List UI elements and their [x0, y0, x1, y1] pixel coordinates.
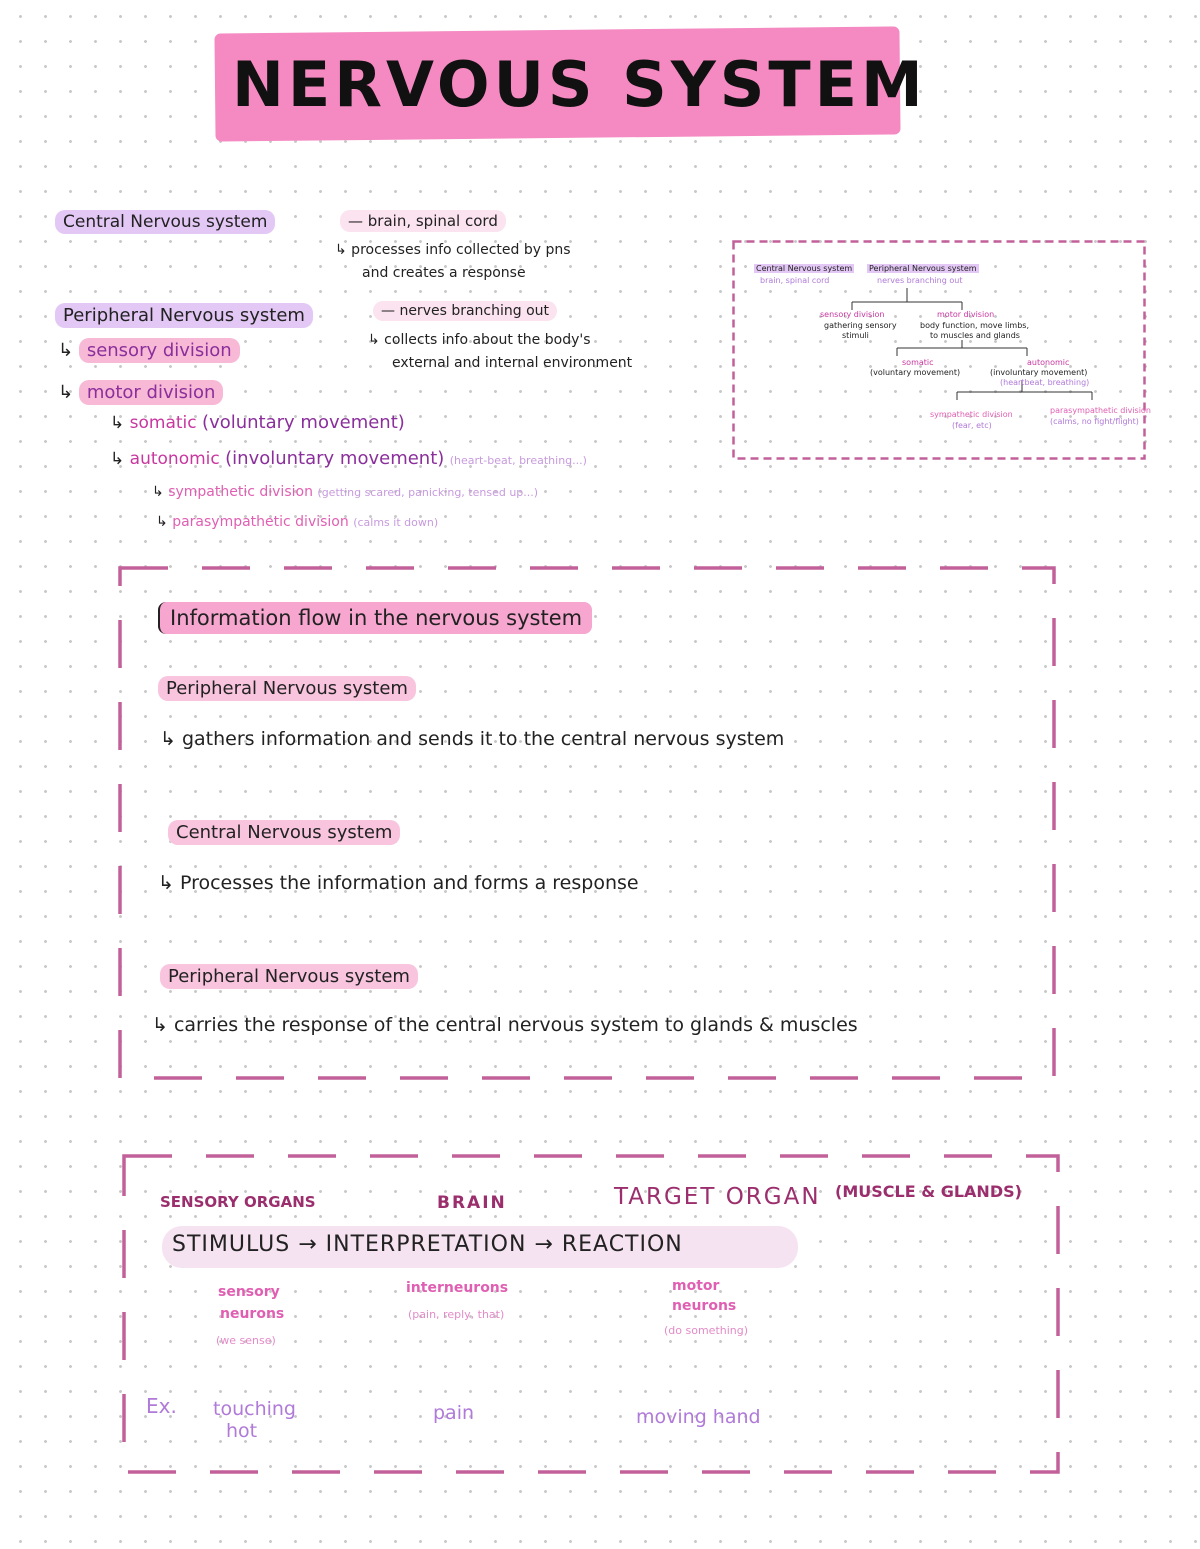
example-moving-hand: moving hand	[636, 1406, 761, 1428]
parasympathetic-item: ↳ parasympathetic division (calms it down)	[156, 514, 439, 530]
motor-neurons-line-1: motor	[672, 1278, 720, 1294]
branch-arrow-icon: ↳	[156, 514, 173, 530]
branch-arrow-icon: ↳	[58, 382, 79, 403]
diagram-parasympathetic: parasympathetic division	[1050, 406, 1151, 415]
diagram-motor-sub-2: to muscles and glands	[930, 331, 1020, 340]
diagram-motor: motor division	[937, 310, 995, 319]
target-organ-label: TARGET ORGAN	[614, 1184, 821, 1210]
diagram-cns-sub: brain, spinal cord	[760, 276, 830, 285]
somatic-item: ↳ somatic (voluntary movement)	[110, 412, 405, 433]
page-title: NERVOUS SYSTEM	[232, 48, 927, 121]
autonomic-item: ↳ autonomic (involuntary movement) (heart-beat, breathing...)	[110, 448, 587, 469]
info-flow-heading: Information flow in the nervous system	[158, 606, 592, 630]
diagram-sensory-sub-1: gathering sensory	[824, 321, 897, 330]
sensory-neurons-note: (we sense)	[216, 1334, 276, 1347]
interneurons-note: (pain, reply, that)	[408, 1308, 505, 1321]
diagram-sympathetic: sympathetic division	[930, 410, 1013, 419]
flow-cns-text: ↳ Processes the information and forms a response	[158, 872, 639, 894]
flow-cns-label: Central Nervous system	[168, 822, 400, 843]
flow-pns-1-text: ↳ gathers information and sends it to the central nervous system	[160, 728, 785, 750]
sensory-neurons-line-1: sensory	[218, 1284, 280, 1300]
motor-division-item: ↳ motor division	[58, 382, 223, 403]
diagram-autonomic-sub: (involuntary movement)	[990, 368, 1088, 377]
diagram-autonomic: autonomic	[1027, 358, 1070, 367]
branch-arrow-icon: ↳	[110, 449, 130, 469]
sensory-neurons-line-2: neurons	[220, 1306, 285, 1322]
diagram-sensory-sub-2: stimuli	[842, 331, 869, 340]
diagram-sensory: sensory division	[820, 310, 885, 319]
diagram-motor-sub-1: body function, move limbs,	[920, 321, 1030, 330]
sensory-organs-label: SENSORY ORGANS	[160, 1193, 316, 1211]
diagram-cns: Central Nervous system	[756, 264, 853, 273]
reaction-chain: STIMULUS → INTERPRETATION → REACTION	[172, 1232, 683, 1257]
diagram-pns-sub: nerves branching out	[877, 276, 963, 285]
example-label: Ex.	[146, 1394, 177, 1418]
diagram-somatic-sub: (voluntary movement)	[870, 368, 961, 377]
diagram-sympathetic-sub: (fear, etc)	[952, 421, 992, 430]
sensory-division-item: ↳ sensory division	[58, 340, 240, 361]
pns-label: Peripheral Nervous system	[55, 305, 313, 326]
branch-arrow-icon: ↳	[152, 484, 169, 500]
sympathetic-item: ↳ sympathetic division (getting scared, panicking, tensed up...)	[152, 484, 539, 500]
diagram-somatic: somatic	[902, 358, 934, 367]
pns-function-line-1: ↳ collects info about the body's	[368, 332, 591, 348]
flow-pns-1-label: Peripheral Nervous system	[158, 678, 416, 699]
motor-neurons-line-2: neurons	[672, 1298, 737, 1314]
pns-function-line-2: external and internal environment	[392, 355, 633, 371]
flow-pns-2-text: ↳ carries the response of the central nervous system to glands & muscles	[152, 1014, 858, 1036]
motor-neurons-note: (do something)	[664, 1324, 749, 1337]
target-organ-note: (MUSCLE & GLANDS)	[835, 1182, 1022, 1201]
cns-function-line-1: ↳ processes info collected by pns	[335, 242, 571, 258]
cns-label: Central Nervous system	[55, 212, 275, 232]
example-hot: hot	[226, 1420, 258, 1442]
diagram-autonomic-sub2: (heartbeat, breathing)	[1000, 378, 1090, 387]
diagram-frame	[732, 240, 1146, 460]
interneurons-label: interneurons	[406, 1280, 509, 1296]
example-touching: touching	[213, 1398, 296, 1420]
brain-label: BRAIN	[437, 1193, 507, 1213]
diagram-pns: Peripheral Nervous system	[869, 264, 977, 273]
flow-pns-2-label: Peripheral Nervous system	[160, 966, 418, 987]
pns-definition: — nerves branching out	[373, 303, 557, 319]
diagram-parasympathetic-sub: (calms, no fight/flight)	[1050, 417, 1139, 426]
branch-arrow-icon: ↳	[58, 340, 79, 361]
hierarchy-diagram	[732, 240, 1151, 460]
example-pain: pain	[433, 1402, 475, 1424]
branch-arrow-icon: ↳	[110, 413, 130, 433]
cns-function-line-2: and creates a response	[362, 265, 526, 281]
cns-definition: — brain, spinal cord	[340, 212, 506, 230]
